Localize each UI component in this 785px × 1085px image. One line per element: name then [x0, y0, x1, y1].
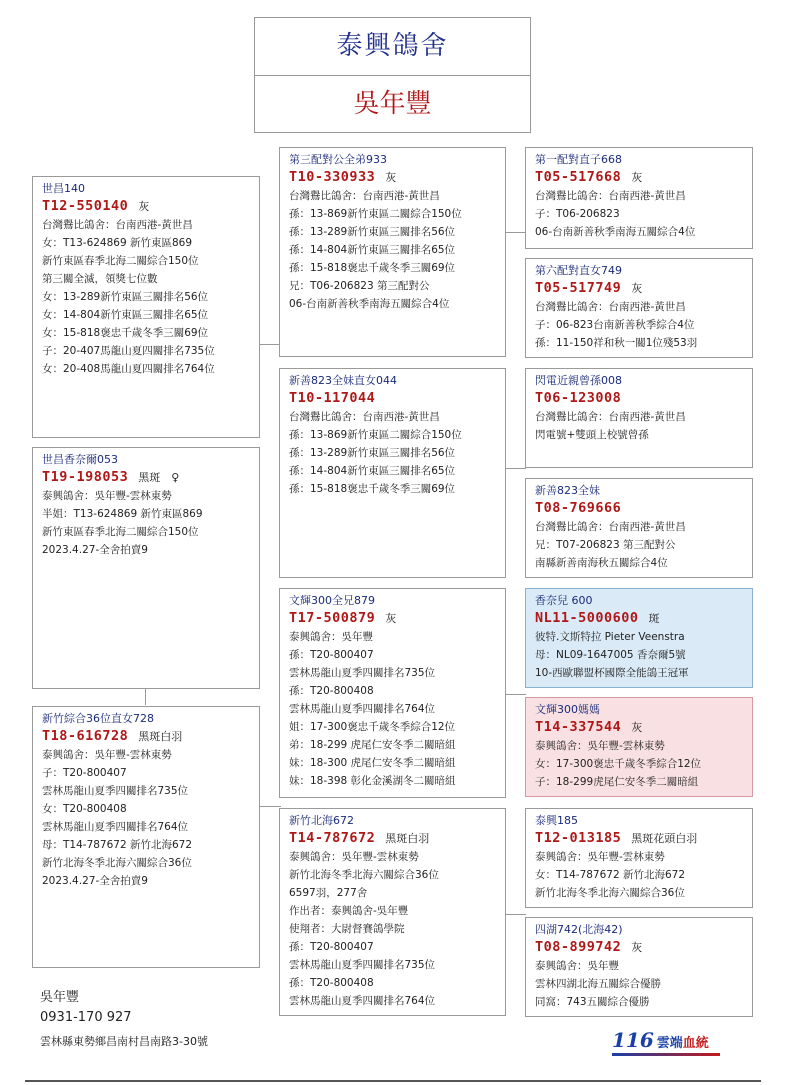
info-line: 使翔者：大尉督賽鴿學院: [289, 923, 405, 935]
ring-line: [289, 609, 505, 628]
info-line: 女：T14-787672 新竹北海672: [535, 869, 686, 881]
pigeon-name: 新善823全妹: [535, 484, 600, 497]
info-line: 兄：T07-206823 第三配對公: [535, 539, 676, 551]
info-line: 雲林馬龍山夏季四關排名764位: [42, 821, 189, 833]
info-line: 新竹東區春季北海二關綜合150位: [42, 526, 199, 538]
info-line: 台灣鸒比鴿舍：台南西港-黃世昌: [42, 219, 193, 231]
info-line: 雲林馬龍山夏季四關排名764位: [289, 995, 436, 1007]
info-line: 2023.4.27-全舍拍賣9: [42, 875, 148, 887]
ring-line: [42, 727, 259, 746]
info-line: 孫：T20-800407: [289, 649, 374, 661]
ring-number: T10-330933: [289, 169, 376, 185]
info-line: 泰興鴿舍：吳年豐: [535, 960, 619, 972]
card-sdd: [525, 478, 753, 578]
card-dss: [525, 588, 753, 688]
card-dam-dam: [279, 808, 506, 1016]
ring-line: [535, 279, 752, 298]
feather-color: 灰: [385, 612, 397, 625]
info-line: 雲林馬龍山夏季四關排名735位: [289, 959, 436, 971]
info-line: 子：T20-800407: [42, 767, 127, 779]
feather-color: 灰: [631, 941, 643, 954]
info-line: 泰興鴿舍：吳年豐-雲林東勢: [535, 851, 665, 863]
info-line: 新竹北海冬季北海六關綜合36位: [289, 869, 439, 881]
ring-line: [535, 499, 752, 518]
info-line: 妹：18-300 虎尾仁安冬季二關暗組: [289, 757, 456, 769]
pigeon-name: 四湖742(北海42): [535, 923, 623, 936]
info-line: 孫：14-804新竹東區三關排名65位: [289, 244, 456, 256]
card-dam-sire: [279, 588, 506, 798]
info-line: 第三關全滅，領獎七位數: [42, 273, 158, 285]
pigeon-name: 新竹北海672: [289, 814, 354, 827]
info-line: 女：T13-624869 新竹東區869: [42, 237, 193, 249]
info-line: 子：20-407馬龍山夏四關排名735位: [42, 345, 215, 357]
feather-color: 黑斑 ♀: [138, 471, 180, 484]
card-sss: [525, 147, 753, 249]
info-line: 泰興鴿舍：吳年豐-雲林東勢: [535, 740, 665, 752]
info-line: 台灣鸒比鴿舍：台南西港-黃世昌: [289, 190, 440, 202]
card-ddd: [525, 917, 753, 1017]
feather-color: 灰: [631, 171, 643, 184]
info-line: 兄：T06-206823 第三配對公: [289, 280, 430, 292]
brand-text-2: 血統: [682, 1036, 709, 1051]
info-line: 泰興鴿舍：吳年豐: [289, 631, 373, 643]
feather-color: 灰: [138, 200, 150, 213]
info-line: 孫：T20-800407: [289, 941, 374, 953]
info-line: 女：17-300褒忠千歲冬季綜合12位: [535, 758, 702, 770]
ring-line: [535, 829, 752, 848]
info-line: 台灣鸒比鴿舍：台南西港-黃世昌: [535, 190, 686, 202]
ring-number: T18-616728: [42, 728, 129, 744]
ring-number: T19-198053: [42, 469, 129, 485]
pigeon-name: 世昌140: [42, 182, 85, 195]
ring-number: T05-517749: [535, 280, 622, 296]
info-line: 半姐：T13-624869 新竹東區869: [42, 508, 203, 520]
bottom-rule: [25, 1080, 761, 1082]
info-line: 雲林馬龍山夏季四關排名764位: [289, 703, 436, 715]
info-line: 2023.4.27-全舍拍賣9: [42, 544, 148, 556]
ring-number: T17-500879: [289, 610, 376, 626]
ring-line: [535, 938, 752, 957]
feather-color: 斑: [648, 612, 660, 625]
ring-line: [535, 718, 752, 737]
ring-line: [289, 829, 505, 848]
card-dam: [32, 447, 260, 689]
info-line: 孫：15-818褒忠千歲冬季三關69位: [289, 262, 456, 274]
card-sds: [525, 368, 753, 468]
info-line: 泰興鴿舍：吳年豐-雲林東勢: [289, 851, 419, 863]
info-line: 台灣鸒比鴿舍：台南西港-黃世昌: [535, 521, 686, 533]
info-line: 孫：13-289新竹東區三關排名56位: [289, 226, 456, 238]
owner-name: 吳年豐: [353, 89, 432, 119]
info-line: 泰興鴿舍：吳年豐-雲林東勢: [42, 490, 172, 502]
ring-number: NL11-5000600: [535, 610, 639, 626]
info-line: 台灣鸒比鴿舍：台南西港-黃世昌: [535, 301, 686, 313]
pigeon-name: 泰興185: [535, 814, 578, 827]
info-line: 女：13-289新竹東區三關排名56位: [42, 291, 209, 303]
footer-phone: 0931-170 927: [40, 1010, 132, 1025]
card-ssd: [525, 258, 753, 358]
info-line: 孫：13-289新竹東區三關排名56位: [289, 447, 456, 459]
pigeon-name: 閃電近親曾孫008: [535, 374, 622, 387]
card-sire: [32, 176, 260, 438]
info-line: 子：18-299虎尾仁安冬季二關暗組: [535, 776, 699, 788]
info-line: 新竹北海冬季北海六關綜合36位: [535, 887, 685, 899]
info-line: 母：T14-787672 新竹北海672: [42, 839, 193, 851]
info-line: 台灣鸒比鴿舍：台南西港-黃世昌: [289, 411, 440, 423]
info-line: 06-台南新善秋季南海五關綜合4位: [289, 298, 450, 310]
card-dsd: [525, 697, 753, 797]
connector-line: [505, 914, 526, 915]
info-line: 同窩：743五關綜合優勝: [535, 996, 650, 1008]
info-line: 孫：14-804新竹東區三關排名65位: [289, 465, 456, 477]
ring-number: T14-787672: [289, 830, 376, 846]
info-line: 妹：18-398 彰化金溪湖冬二關暗組: [289, 775, 456, 787]
ring-number: T05-517668: [535, 169, 622, 185]
title-box: [254, 17, 531, 133]
card-sire-dam: [279, 368, 506, 578]
card-dds: [525, 808, 753, 908]
brand-text-1: 雲端: [656, 1036, 683, 1051]
ring-line: [535, 609, 752, 628]
info-line: 新竹北海冬季北海六關綜合36位: [42, 857, 192, 869]
info-line: 閃電號+雙頭上校號曾孫: [535, 429, 649, 441]
ring-line: [535, 389, 752, 408]
footer-address: 雲林縣東勢鄉昌南村昌南路3-30號: [40, 1035, 208, 1048]
info-line: 泰興鴿舍：吳年豐-雲林東勢: [42, 749, 172, 761]
ring-number: T12-013185: [535, 830, 622, 846]
brand-underline: [612, 1053, 720, 1056]
info-line: 女：15-818褒忠千歲冬季三關69位: [42, 327, 209, 339]
connector-line: [259, 344, 281, 345]
pigeon-name: 文輝300全兄879: [289, 594, 375, 607]
ring-number: T12-550140: [42, 198, 129, 214]
info-line: 姐：17-300褒忠千歲冬季綜合12位: [289, 721, 456, 733]
info-line: 女：14-804新竹東區三關排名65位: [42, 309, 209, 321]
pigeon-name: 香奈兒 600: [535, 594, 593, 607]
info-line: 孫：11-150祥和秋一關1位殘53羽: [535, 337, 698, 349]
ring-number: T08-899742: [535, 939, 622, 955]
pigeon-name: 第六配對直女749: [535, 264, 622, 277]
ring-line: [42, 197, 259, 216]
info-line: 新竹東區春季北海二關綜合150位: [42, 255, 199, 267]
pigeon-name: 新善823全妹直女044: [289, 374, 397, 387]
card-dam-2: [32, 706, 260, 968]
info-line: 雲林馬龍山夏季四關排名735位: [289, 667, 436, 679]
info-line: 女：T20-800408: [42, 803, 127, 815]
pigeon-name: 第一配對直子668: [535, 153, 622, 166]
loft-name: 泰興鴿舍: [255, 18, 530, 76]
info-line: 彼特.文斯特拉 Pieter Veenstra: [535, 631, 685, 643]
info-line: 雲林馬龍山夏季四關排名735位: [42, 785, 189, 797]
connector-line: [145, 689, 146, 705]
ring-number: T14-337544: [535, 719, 622, 735]
info-line: 子：06-823台南新善秋季綜合4位: [535, 319, 695, 331]
brand-logo: [612, 1028, 709, 1052]
footer-owner-name: 吳年豐: [40, 990, 80, 1005]
info-line: 弟：18-299 虎尾仁安冬季二關暗組: [289, 739, 456, 751]
pigeon-name: 世昌香奈爾053: [42, 453, 118, 466]
info-line: 孫：15-818褒忠千歲冬季三關69位: [289, 483, 456, 495]
feather-color: 灰: [385, 171, 397, 184]
info-line: 台灣鸒比鴿舍：台南西港-黃世昌: [535, 411, 686, 423]
info-line: 06-台南新善秋季南海五關綜合4位: [535, 226, 696, 238]
pigeon-name: 第三配對公全弟933: [289, 153, 387, 166]
ring-line: [535, 168, 752, 187]
info-line: 10-西歐聯盟杯國際全能鴿王冠軍: [535, 667, 689, 679]
info-line: 孫：13-869新竹東區二關綜合150位: [289, 208, 462, 220]
feather-color: 灰: [631, 721, 643, 734]
feather-color: 黑斑白羽: [138, 730, 183, 743]
feather-color: 黑斑花頭白羽: [631, 832, 698, 845]
connector-line: [259, 806, 281, 807]
pigeon-name: 新竹綜合36位直女728: [42, 712, 154, 725]
connector-line: [505, 232, 526, 233]
card-sire-sire: [279, 147, 506, 357]
feather-color: 灰: [631, 282, 643, 295]
ring-number: T06-123008: [535, 390, 622, 406]
ring-line: [289, 389, 505, 408]
ring-number: T08-769666: [535, 500, 622, 516]
info-line: 作出者：泰興鴿舍-吳年豐: [289, 905, 409, 917]
info-line: 南縣新善南海秋五關綜合4位: [535, 557, 668, 569]
info-line: 孫：T20-800408: [289, 685, 374, 697]
info-line: 母：NL09-1647005 香奈爾5號: [535, 649, 686, 661]
ring-line: [289, 168, 505, 187]
info-line: 孫：T20-800408: [289, 977, 374, 989]
info-line: 孫：13-869新竹東區二關綜合150位: [289, 429, 462, 441]
info-line: 子：T06-206823: [535, 208, 620, 220]
brand-number: 116: [612, 1028, 654, 1052]
pigeon-name: 文輝300媽媽: [535, 703, 600, 716]
connector-line: [505, 468, 526, 469]
feather-color: 黑斑白羽: [385, 832, 430, 845]
ring-number: T10-117044: [289, 390, 376, 406]
info-line: 6597羽，277舍: [289, 887, 368, 899]
ring-line: [42, 468, 259, 487]
info-line: 雲林四湖北海五關綜合優勝: [535, 978, 661, 990]
connector-line: [505, 694, 526, 695]
info-line: 女：20-408馬龍山夏四關排名764位: [42, 363, 215, 375]
